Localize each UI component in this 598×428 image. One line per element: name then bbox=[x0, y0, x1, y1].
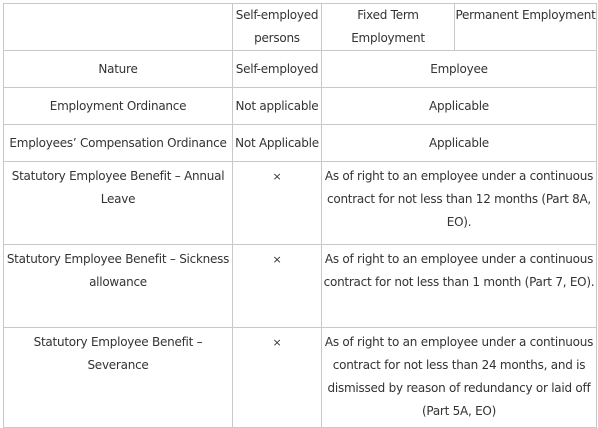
row-employment-value: As of right to an employee under a continuous contract for not less than 1 month (Part 7, EO). bbox=[322, 245, 597, 328]
header-permanent: Permanent Employment bbox=[455, 4, 597, 51]
header-empty-cell bbox=[4, 4, 233, 51]
table-row bbox=[4, 162, 597, 245]
row-self-employed-value bbox=[233, 328, 322, 428]
row-employment-value: As of right to an employee under a continuous contract for not less than 12 months (Part 8A, EO). bbox=[322, 162, 597, 245]
header-row bbox=[4, 4, 597, 51]
table-row bbox=[4, 328, 597, 428]
row-self-employed-value: Self-employed bbox=[233, 51, 322, 88]
header-self-employed: Self-employed persons bbox=[233, 4, 322, 51]
cross-icon: × bbox=[272, 336, 282, 349]
row-employment-value: Applicable bbox=[322, 125, 597, 162]
row-feature: Nature bbox=[4, 51, 233, 88]
comparison-table bbox=[3, 3, 597, 428]
row-feature: Statutory Employee Benefit – Severance bbox=[4, 328, 233, 428]
row-self-employed-value: Not applicable bbox=[233, 88, 322, 125]
row-feature: Employment Ordinance bbox=[4, 88, 233, 125]
row-self-employed-value bbox=[233, 162, 322, 245]
table-row bbox=[4, 51, 597, 88]
table-row bbox=[4, 125, 597, 162]
table-row bbox=[4, 245, 597, 328]
header-fixed-term: Fixed Term Employment bbox=[322, 4, 455, 51]
row-feature: Employees’ Compensation Ordinance bbox=[4, 125, 233, 162]
row-employment-value: Employee bbox=[322, 51, 597, 88]
row-self-employed-value: Not Applicable bbox=[233, 125, 322, 162]
table-row bbox=[4, 88, 597, 125]
row-employment-value: As of right to an employee under a continuous contract for not less than 24 months, and is dismissed by reason of redundancy or laid off (Part 5A, EO) bbox=[322, 328, 597, 428]
cross-icon: × bbox=[272, 253, 282, 266]
row-feature: Statutory Employee Benefit – Annual Leave bbox=[4, 162, 233, 245]
row-self-employed-value bbox=[233, 245, 322, 328]
cross-icon: × bbox=[272, 170, 282, 183]
row-employment-value: Applicable bbox=[322, 88, 597, 125]
row-feature: Statutory Employee Benefit – Sickness allowance bbox=[4, 245, 233, 328]
